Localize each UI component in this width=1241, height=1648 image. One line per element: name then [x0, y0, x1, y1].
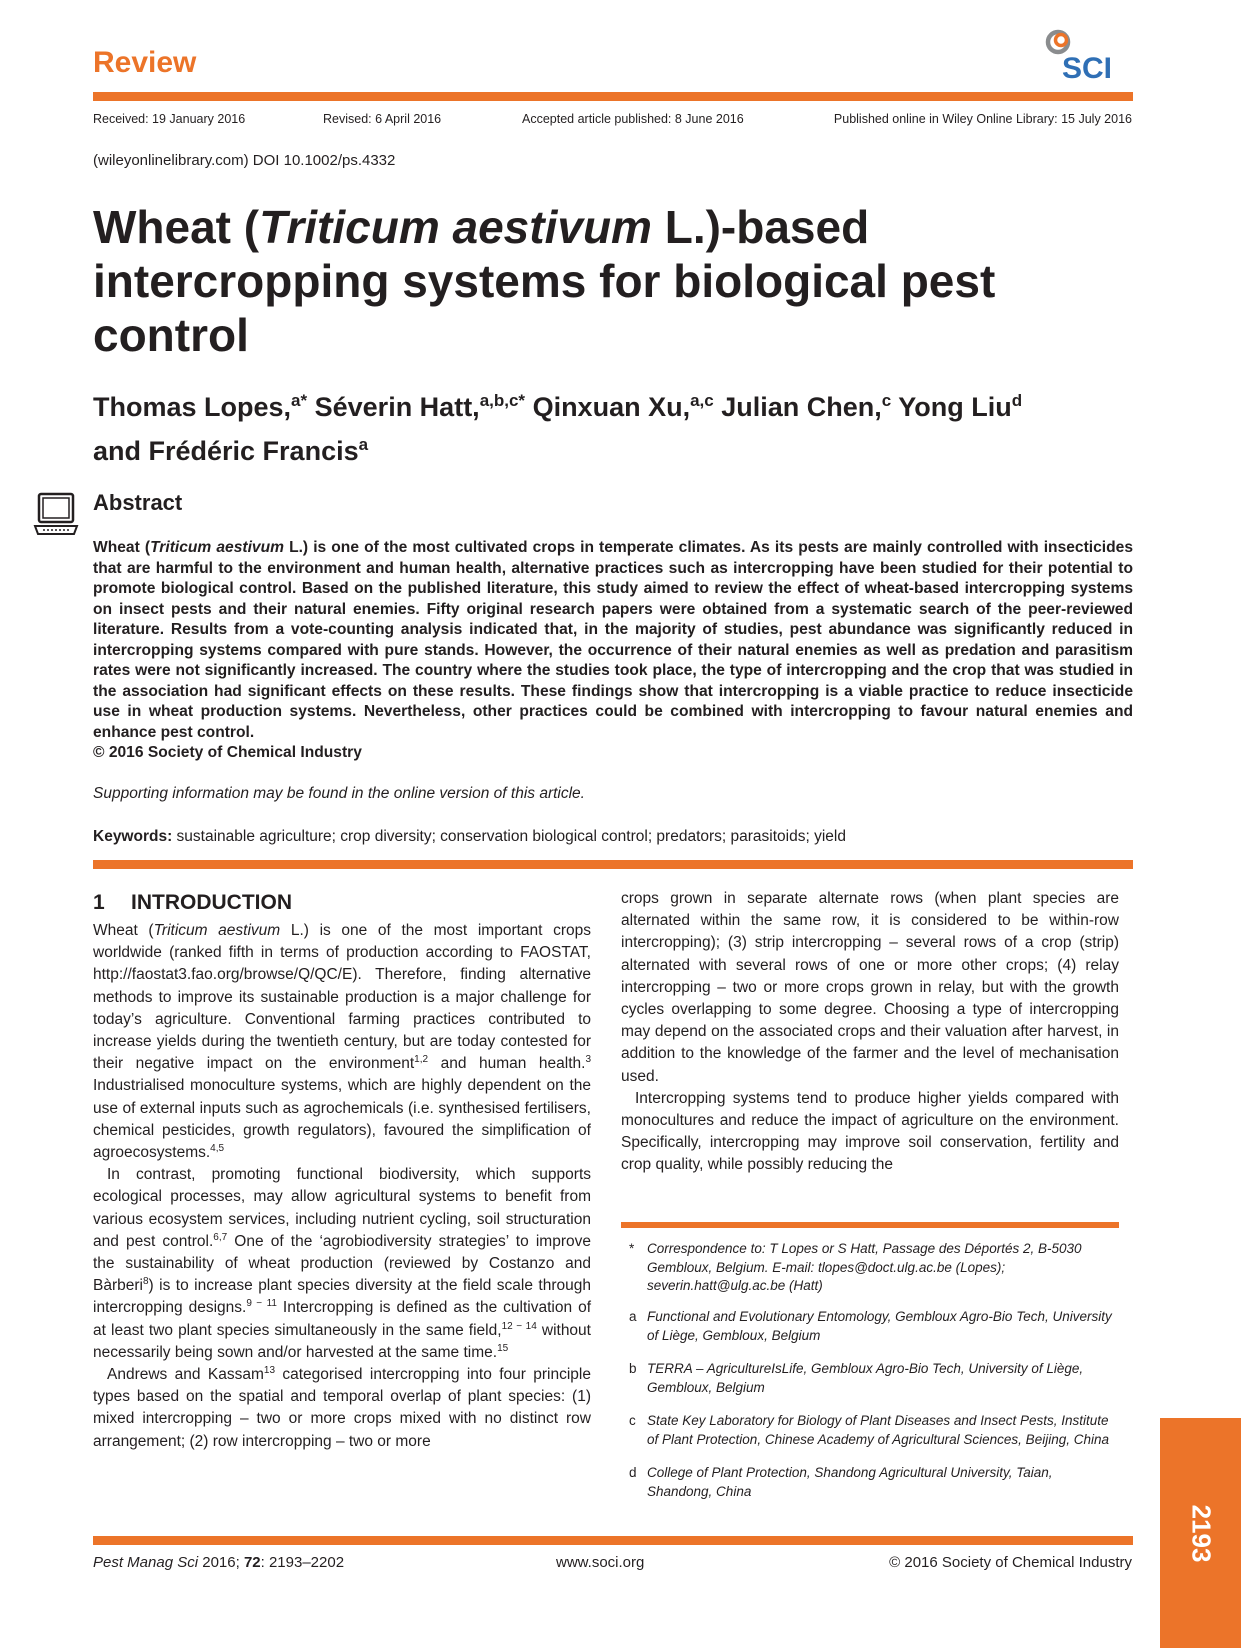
footer-url: www.soci.org — [556, 1554, 645, 1571]
body-column-right — [621, 888, 1119, 1177]
footer-rule — [93, 1536, 1133, 1545]
author-name: Thomas Lopes, — [93, 392, 292, 422]
footnote-rule — [621, 1222, 1119, 1228]
computer-icon — [33, 492, 79, 536]
author-name: Yong Liu — [898, 392, 1012, 422]
abstract-heading: Abstract — [93, 490, 183, 515]
page-number: 2193 — [1186, 1504, 1216, 1562]
paragraph: Intercropping systems tend to produce higher yields compared with monocultures and reduce the impact of agriculture on the environment. Specifically, intercropping may improve soil conservation, fertility and crop quality, while possibly reducing the — [621, 1089, 1119, 1174]
header-rule — [93, 92, 1133, 101]
abstract-copyright: © 2016 Society of Chemical Industry — [93, 744, 362, 761]
footnote-correspondence: * Correspondence to: T Lopes or S Hatt, Passage des Déportés 2, B-5030 Gembloux, Belgium. E-mail: tlopes@doct.ulg.ac.be (Lopes); severin.hatt@ulg.ac.be (Hatt) — [629, 1241, 1082, 1293]
author-name: Séverin Hatt, — [314, 392, 480, 422]
author-affiliation: a,b,c* — [479, 391, 526, 410]
footer-citation: Pest Manag Sci 2016; 72: 2193–2202 — [93, 1554, 345, 1571]
sci-logo — [1042, 28, 1132, 84]
doi-line: (wileyonlinelibrary.com) DOI 10.1002/ps.4332 — [93, 152, 396, 169]
revised-date: Revised: 6 April 2016 — [323, 112, 442, 126]
paragraph: crops grown in separate alternate rows (when plant species are alternated within the same row, it is considered to be within-row intercropping); (3) strip intercropping – several rows of a crop (strip) alternated with several rows of one or more other crops; (4) relay intercropping – two or more crops grown in relay, but with the growth cycles overlapping to some degree. Choosing a type of intercropping may depend on the associated crops and their valuation after harvest, in addition to the knowledge of the farmer and the level of mechanisation used. — [621, 890, 1119, 1085]
author-affiliation: a — [358, 435, 369, 454]
footer-copyright: © 2016 Society of Chemical Industry — [889, 1554, 1132, 1571]
body-column-left — [93, 888, 591, 1453]
accepted-date: Accepted article published: 8 June 2016 — [522, 112, 744, 126]
footnote-affiliation-c: c State Key Laboratory for Biology of Plant Diseases and Insect Pests, Institute of Plant Protection, Chinese Academy of Agricultural Sciences, Beijing, China — [629, 1413, 1109, 1447]
article-title: Wheat (Triticum aestivum L.)-based intercropping systems for biological pest control — [93, 201, 996, 361]
footnote-affiliation-b: b TERRA – AgricultureIsLife, Gembloux Agro-Bio Tech, University of Liège, Gembloux, Belgium — [629, 1361, 1084, 1395]
published-date: Published online in Wiley Online Library: 15 July 2016 — [833, 112, 1132, 126]
author-name: Qinxuan Xu, — [532, 392, 691, 422]
received-date: Received: 19 January 2016 — [93, 112, 246, 126]
paragraph: Andrews and Kassam$^{13}$ categorised intercropping into four principle types based on the spatial and temporal overlap of plant species: (1) mixed intercropping – two or more crops mixed with no distinct row arrangement; (2) row intercropping – two or more — [93, 1364, 591, 1450]
author-affiliation: d — [1011, 391, 1023, 410]
author-affiliation: a,c — [690, 391, 714, 410]
section-label: Review — [93, 46, 197, 79]
footnote-affiliation-d: d College of Plant Protection, Shandong Agricultural University, Taian, Shandong, China — [629, 1465, 1053, 1499]
footnote-affiliation-a: a Functional and Evolutionary Entomology, Gembloux Agro-Bio Tech, University of Liège, Gembloux, Belgium — [629, 1309, 1112, 1343]
author-affiliation: a* — [291, 391, 308, 410]
author-name: and Frédéric Francis — [93, 436, 359, 466]
author-name: Julian Chen, — [721, 392, 882, 422]
paragraph: In contrast, promoting functional biodiversity, which supports ecological processes, may allow agricultural systems to benefit from various ecosystem services, including nutrient cycling, soil structuration and pest control.$^{6,7}$ One of the ‘agrobiodiversity strategies’ to improve the sustainability of wheat production (reviewed by Costanzo and Bàrberi$^8$) is to increase plant species diversity at the field scale through intercropping designs.$^{9 - 11}$ Intercropping is defined as the cultivation of at least two plant species simultaneously in the same field,$^{12 - 14}$ without necessarily being sown and/or harvested at the same time.$^{15}$ — [93, 1166, 591, 1361]
paragraph: Wheat (Triticum aestivum L.) is one of the most important crops worldwide (ranked fifth in terms of production according to FAOSTAT, http://faostat3.fao.org/browse/Q/QC/E). Therefore, finding alternative methods to improve its sustainable production is a major challenge for today’s agriculture. Conventional farming practices contributed to increase yields during the twentieth century, but are today contested for their negative impact on the environment$^{1,2}$ and human health.$^3$ Industrialised monoculture systems, which are highly dependent on the use of external inputs such as agrochemicals (i.e. synthesised fertilisers, chemical pesticides, growth regulators), favoured the simplification of agroecosystems.$^{4,5}$ — [93, 922, 592, 1162]
author-affiliation: c — [881, 391, 892, 410]
author-list — [93, 382, 1133, 470]
keywords: Keywords: sustainable agriculture; crop diversity; conservation biological control; predators; parasitoids; yield — [93, 828, 846, 845]
abstract-rule — [93, 860, 1133, 869]
page-number-tab — [1160, 1418, 1241, 1648]
abstract-text: Wheat (Triticum aestivum L.) is one of the most cultivated crops in temperate climates. As its pests are mainly controlled with insecticides that are harmful to the environment and human health, alternative practices such as intercropping have been studied for their potential to promote biological control. Based on the published literature, this study aimed to review the effect of wheat-based intercropping systems on insect pests and their natural enemies. Fifty original research papers were obtained from a systematic search of the peer-reviewed literature. Results from a vote-counting analysis indicated that, in the majority of studies, pest abundance was significantly reduced in intercropping systems compared with pure stands. However, the occurrence of their natural enemies as well as predation and parasitism rates were not significantly increased. The country where the studies took place, the type of intercropping and the crop that was studied in the association had significant effects on these results. These findings show that intercropping is a viable practice to reduce insecticide use in wheat production systems. Nevertheless, other practices could be combined with intercropping to favour natural enemies and enhance pest control. © 2016 Society of Chemical Industry — [93, 539, 1133, 761]
sci-logo-text: SCI — [1061, 52, 1113, 84]
section-heading-introduction: 1 INTRODUCTION — [93, 891, 292, 914]
supporting-info-note: Supporting information may be found in the online version of this article. — [93, 785, 585, 802]
